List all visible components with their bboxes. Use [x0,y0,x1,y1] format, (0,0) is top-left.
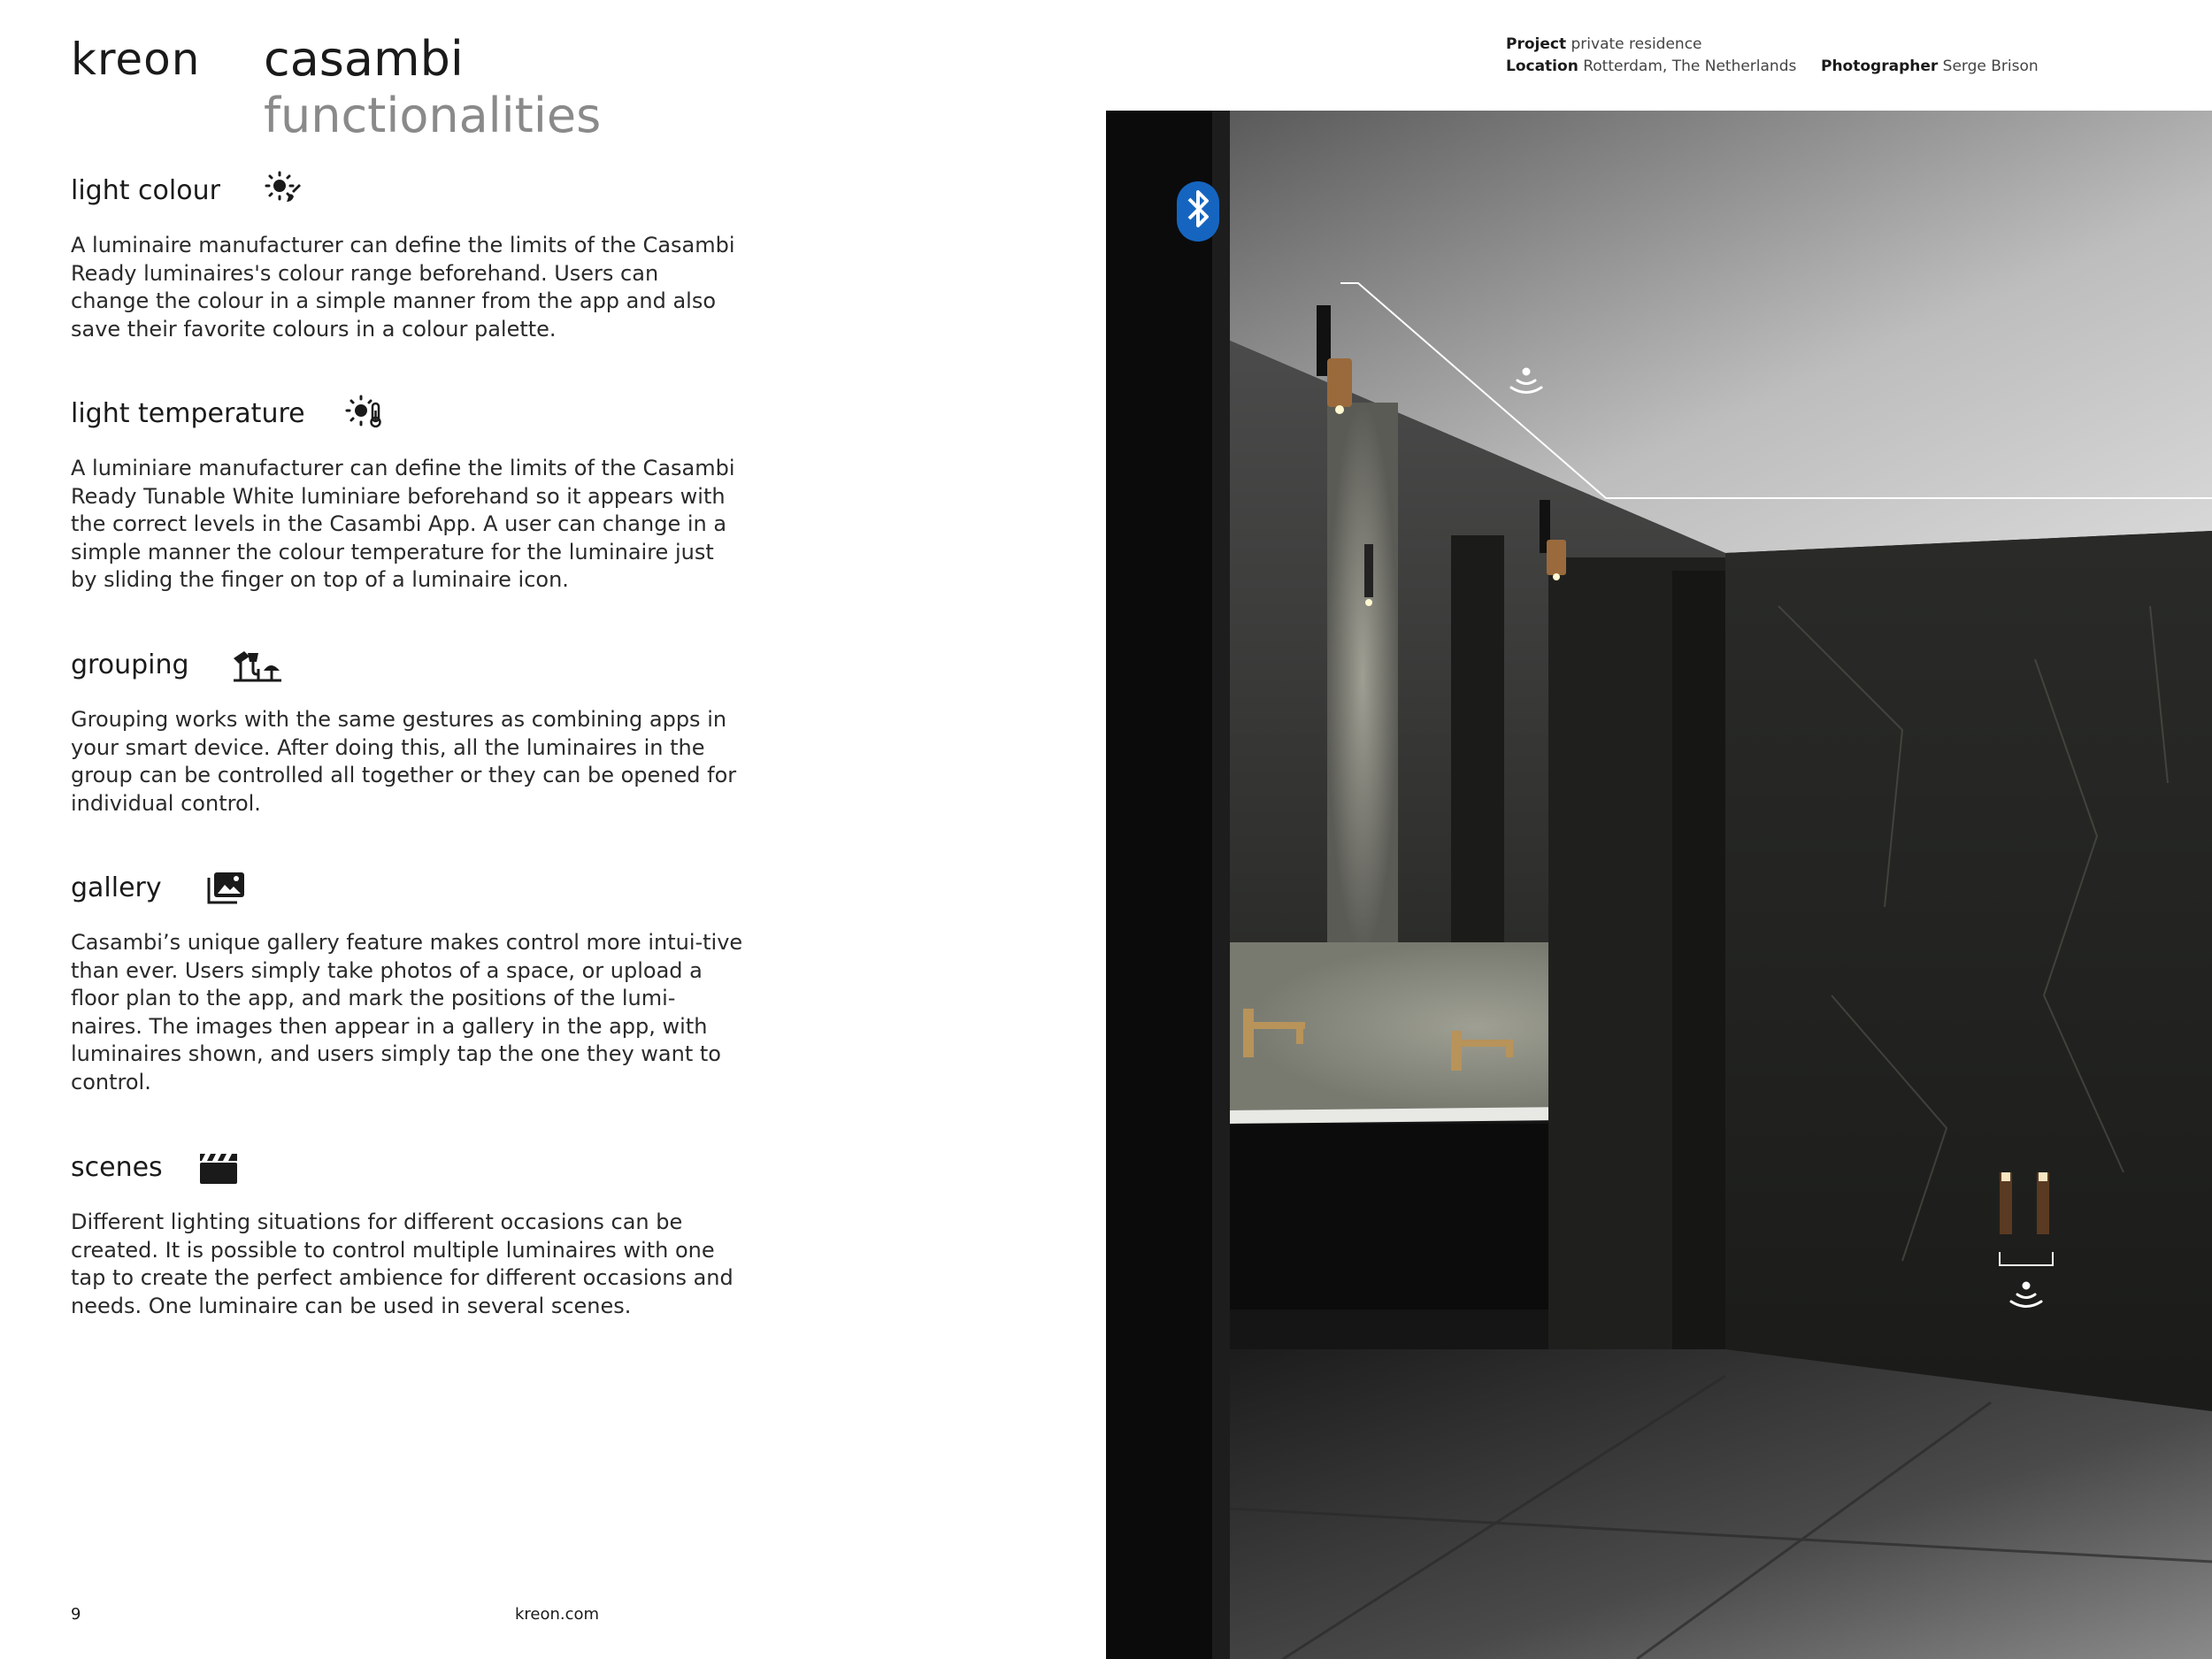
photographer-value: Serge Brison [1942,58,2039,75]
section-title: light temperature [71,398,305,429]
project-line [1506,35,1702,53]
page-title: casambi [264,31,464,87]
section-title: light colour [71,175,220,206]
section-body: Different lighting situations for different occasions can be created. It is possible to control multiple luminaires with one tap to create the perfect ambience for different occasions and needs. One luminaire can be used in several scenes. [71,1210,733,1318]
scenes-icon [196,1147,239,1189]
section-body: A luminiare manufacturer can define the limits of the Casambi Ready Tunable White luminiare beforehand so it appears with the correct levels in the Casambi App. A user can change in a simple manner the colour temperature for the luminaire just by sliding the finger on top of a luminaire icon. [71,456,735,592]
light-temperature-icon [343,393,386,435]
section-grouping [71,644,737,816]
section-title: gallery [71,872,162,903]
project-value: private residence [1571,35,1702,53]
footer-url[interactable]: kreon.com [515,1605,600,1624]
gallery-icon [205,867,248,910]
photographer-line [1821,58,2039,75]
section-body: Casambi’s unique gallery feature makes control more intui-tive than ever. Users simply take photos of a space, or upload a floor plan to the app, and mark the positions of the lumi-naires. The images then appear in a gallery in the app, with luminaires shown, and users simply tap the one they want to control. [71,930,743,1094]
section-body: Grouping works with the same gestures as combining apps in your smart device. After doing this, all the luminaires in the group can be controlled all together or they can be opened for individual control. [71,707,737,816]
section-light-temperature [71,393,735,592]
section-title: grouping [71,649,189,680]
project-label: Project [1506,35,1567,53]
location-line [1506,58,1796,75]
photographer-label: Photographer [1821,58,1939,75]
page-subtitle: functionalities [264,88,602,143]
grouping-icon [230,644,283,687]
page-number: 9 [71,1605,81,1624]
location-value: Rotterdam, The Netherlands [1583,58,1797,75]
section-gallery [71,867,743,1094]
kreon-logo: kreon [71,34,201,85]
section-light-colour [71,170,735,342]
bluetooth-icon [1177,181,1219,242]
light-colour-icon [262,170,304,212]
location-label: Location [1506,58,1578,75]
section-body: A luminaire manufacturer can define the limits of the Casambi Ready luminaires's colour range beforehand. Users can change the colour in a simple manner from the app and also save their favorite colours in a colour palette. [71,233,735,342]
section-title: scenes [71,1152,163,1183]
section-scenes [71,1147,734,1318]
bathroom-photo [1106,111,2212,1659]
